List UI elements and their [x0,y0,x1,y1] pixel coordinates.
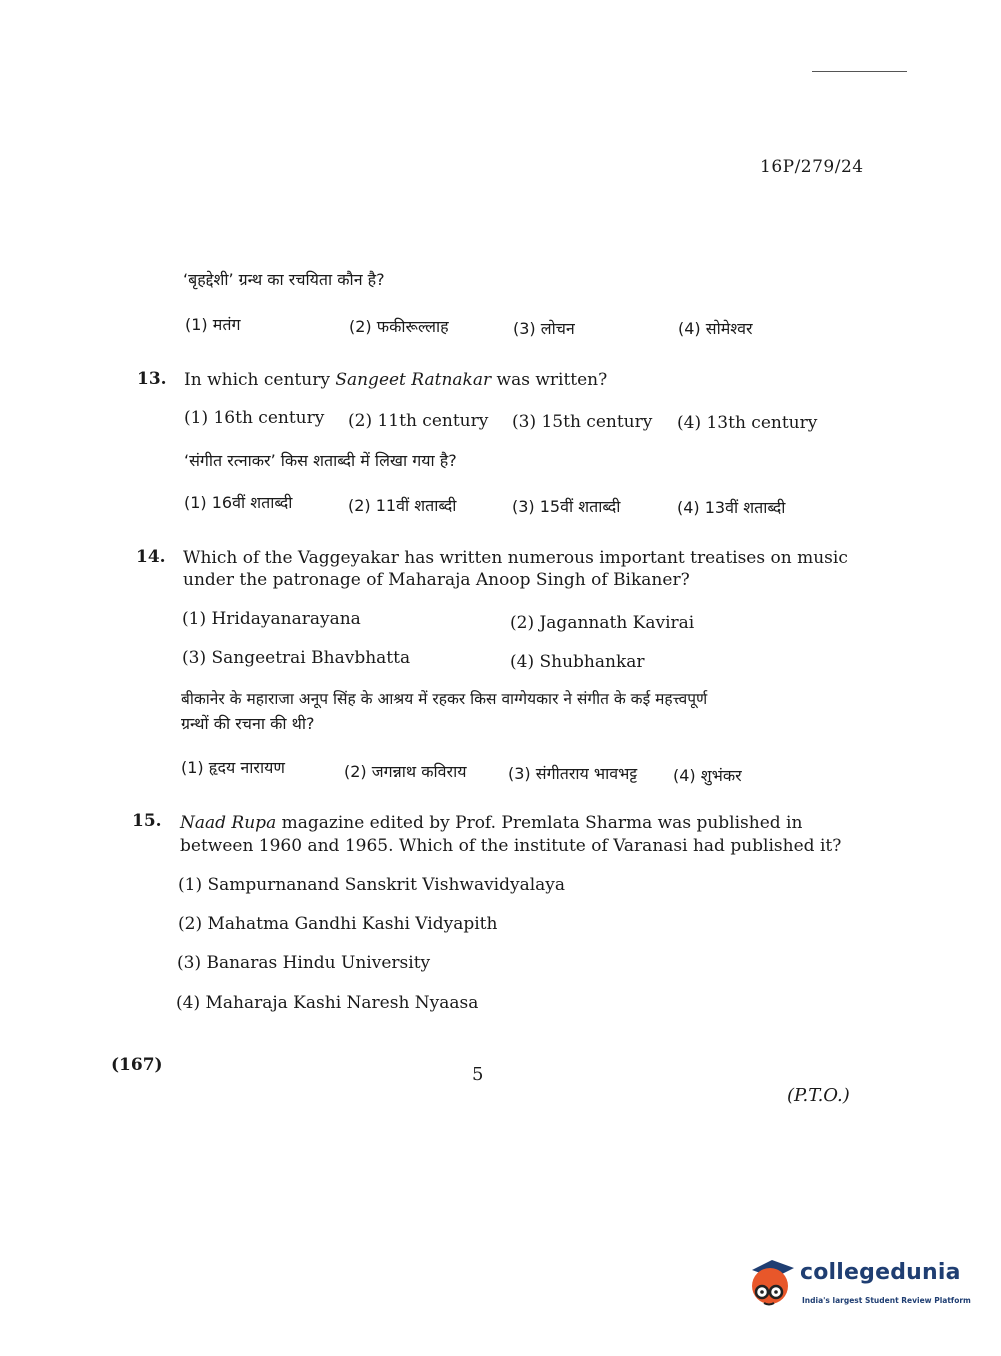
q14-option-2: (2) Jagannath Kavirai [510,613,695,633]
q13-option-2: (2) 11th century [348,411,489,431]
q13-option-3: (3) 15th century [512,412,653,432]
q13-number: 13. [137,369,167,389]
q12-option-1: (1) मतंग [185,315,241,334]
q15-option-2: (2) Mahatma Gandhi Kashi Vidyapith [178,914,498,934]
q14-number: 14. [136,547,166,567]
q15-number: 15. [132,811,162,831]
pto-label: (P.T.O.) [787,1085,850,1106]
q13-question-hi: ‘संगीत रत्नाकर’ किस शताब्दी में लिखा गया है? [184,451,457,470]
paper-code: 16P/279/24 [760,157,864,177]
q15-question-line2: between 1960 and 1965. Which of the institute of Varanasi had published it? [180,836,842,856]
q15-option-1: (1) Sampurnanand Sanskrit Vishwavidyalaya [178,875,566,895]
q15-question-line1: Naad Rupa magazine edited by Prof. Premlata Sharma was published in [180,813,803,833]
q12-option-4: (4) सोमेश्वर [678,319,753,338]
brand-tagline: India's largest Student Review Platform [802,1296,971,1305]
q13-option-hi-1: (1) 16वीं शताब्दी [184,493,293,512]
q12-option-3: (3) लोचन [513,319,575,338]
q14-question-line1: Which of the Vaggeyakar has written numerous important treatises on music [183,548,848,568]
footer-code: (167) [111,1055,163,1075]
q14-option-3: (3) Sangeetrai Bhavbhatta [182,648,411,668]
brand-name: collegedunia [800,1260,961,1285]
q15-option-3: (3) Banaras Hindu University [177,953,431,973]
collegedunia-watermark [742,1252,972,1316]
q15-magazine-title: Naad Rupa [180,813,277,833]
q14-question-line2: under the patronage of Maharaja Anoop Singh of Bikaner? [183,570,690,590]
q13-option-hi-3: (3) 15वीं शताब्दी [512,497,621,516]
q13-book-title: Sangeet Ratnakar [335,370,492,390]
page-number: 5 [472,1064,484,1085]
q14-question-hi-line2: ग्रन्थों की रचना की थी? [181,714,315,733]
q13-option-4: (4) 13th century [677,413,818,433]
q14-option-4: (4) Shubhankar [510,652,645,672]
q14-option-1: (1) Hridayanarayana [182,609,361,629]
q15-option-4: (4) Maharaja Kashi Naresh Nyaasa [176,993,479,1013]
q13-option-hi-4: (4) 13वीं शताब्दी [677,498,786,517]
mascot-icon [742,1256,798,1312]
q14-option-hi-3: (3) संगीतराय भावभट्ट [508,764,638,783]
q14-option-hi-1: (1) हृदय नारायण [181,758,285,777]
q14-option-hi-4: (4) शुभंकर [673,766,742,785]
q13-option-1: (1) 16th century [184,408,325,428]
q13-option-hi-2: (2) 11वीं शताब्दी [348,496,457,515]
q13-question: In which century Sangeet Ratnakar was written? [184,370,608,390]
q14-option-hi-2: (2) जगन्नाथ कविराय [344,762,467,781]
q14-question-hi-line1: बीकानेर के महाराजा अनूप सिंह के आश्रय में रहकर किस वाग्गेयकार ने संगीत के कई महत्त्वपूर्ण [181,690,708,708]
top-rule [812,71,907,72]
q12-question-hi: ‘बृहद्देशी’ ग्रन्थ का रचयिता कौन है? [183,270,385,289]
q12-option-2: (2) फकीरूल्लाह [349,317,449,336]
